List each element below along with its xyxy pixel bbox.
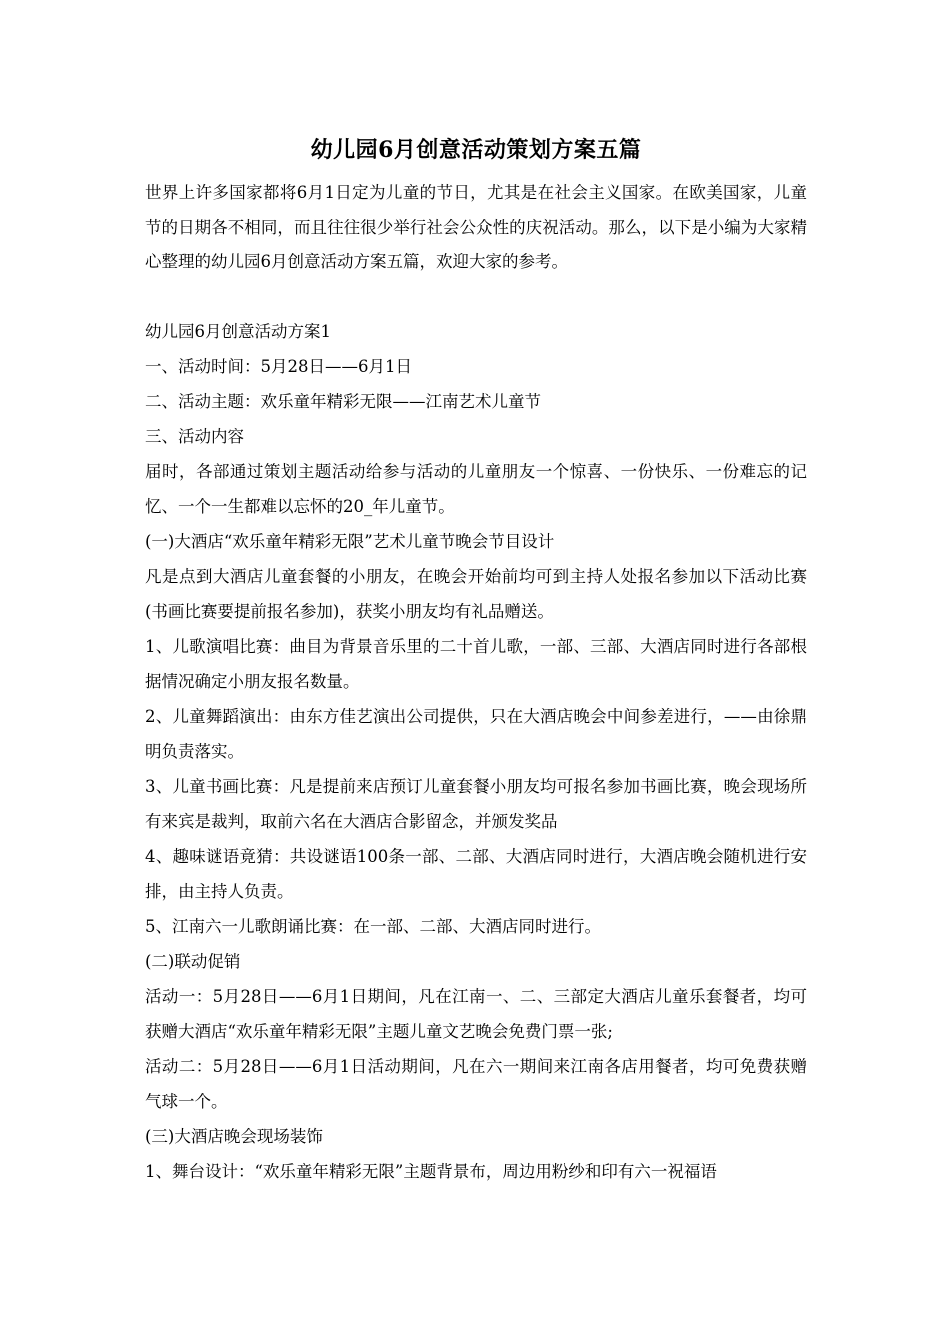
paragraph: 二、活动主题：欢乐童年精彩无限——江南艺术儿童节 [145, 391, 541, 411]
paragraph: 届时，各部通过策划主题活动给参与活动的儿童朋友一个惊喜、一份快乐、一份难忘的记忆、一个一生都难以忘怀的20_年儿童节。 [145, 461, 807, 516]
paragraph: (一)大酒店“欢乐童年精彩无限”艺术儿童节晚会节目设计 [145, 531, 555, 551]
paragraph: 2、儿童舞蹈演出：由东方佳艺演出公司提供，只在大酒店晚会中间参差进行，——由徐鼎明负责落实。 [145, 706, 807, 761]
paragraph: 凡是点到大酒店儿童套餐的小朋友，在晚会开始前均可到主持人处报名参加以下活动比赛(书画比赛要提前报名参加)，获奖小朋友均有礼品赠送。 [145, 566, 807, 621]
intro-paragraph: 世界上许多国家都将6月1日定为儿童的节日，尤其是在社会主义国家。在欧美国家，儿童节的日期各不相同，而且往往很少举行社会公众性的庆祝活动。那么，以下是小编为大家精心整理的幼儿园6月创意活动方案五篇，欢迎大家的参考。 [145, 183, 807, 271]
paragraph: (二)联动促销 [145, 951, 241, 971]
paragraph: (三)大酒店晚会现场装饰 [145, 1126, 323, 1146]
paragraph: 活动二：5月28日——6月1日活动期间，凡在六一期间来江南各店用餐者，均可免费获赠气球一个。 [145, 1056, 807, 1111]
paragraph: 4、趣味谜语竟猜：共设谜语100条一部、二部、大酒店同时进行，大酒店晚会随机进行安排，由主持人负责。 [145, 846, 807, 901]
document-title: 幼儿园6月创意活动策划方案五篇 [310, 137, 642, 163]
paragraph: 3、儿童书画比赛：凡是提前来店预订儿童套餐小朋友均可报名参加书画比赛，晚会现场所有来宾是裁判，取前六名在大酒店合影留念，并颁发奖品 [145, 776, 807, 831]
paragraph: 1、舞台设计：“欢乐童年精彩无限”主题背景布，周边用粉纱和印有六一祝福语 [145, 1161, 717, 1181]
body-text [145, 314, 807, 1189]
paragraph: 1、儿歌演唱比赛：曲目为背景音乐里的二十首儿歌，一部、三部、大酒店同时进行各部根据情况确定小朋友报名数量。 [145, 636, 807, 691]
document-page [145, 128, 807, 1189]
paragraph: 三、活动内容 [145, 426, 244, 446]
paragraph: 幼儿园6月创意活动方案1 [145, 321, 331, 341]
paragraph: 一、活动时间：5月28日——6月1日 [145, 356, 412, 376]
paragraph: 活动一：5月28日——6月1日期间，凡在江南一、二、三部定大酒店儿童乐套餐者，均可获赠大酒店“欢乐童年精彩无限”主题儿童文艺晚会免费门票一张; [145, 986, 807, 1041]
paragraph: 5、江南六一儿歌朗诵比赛：在一部、二部、大酒店同时进行。 [145, 916, 601, 936]
